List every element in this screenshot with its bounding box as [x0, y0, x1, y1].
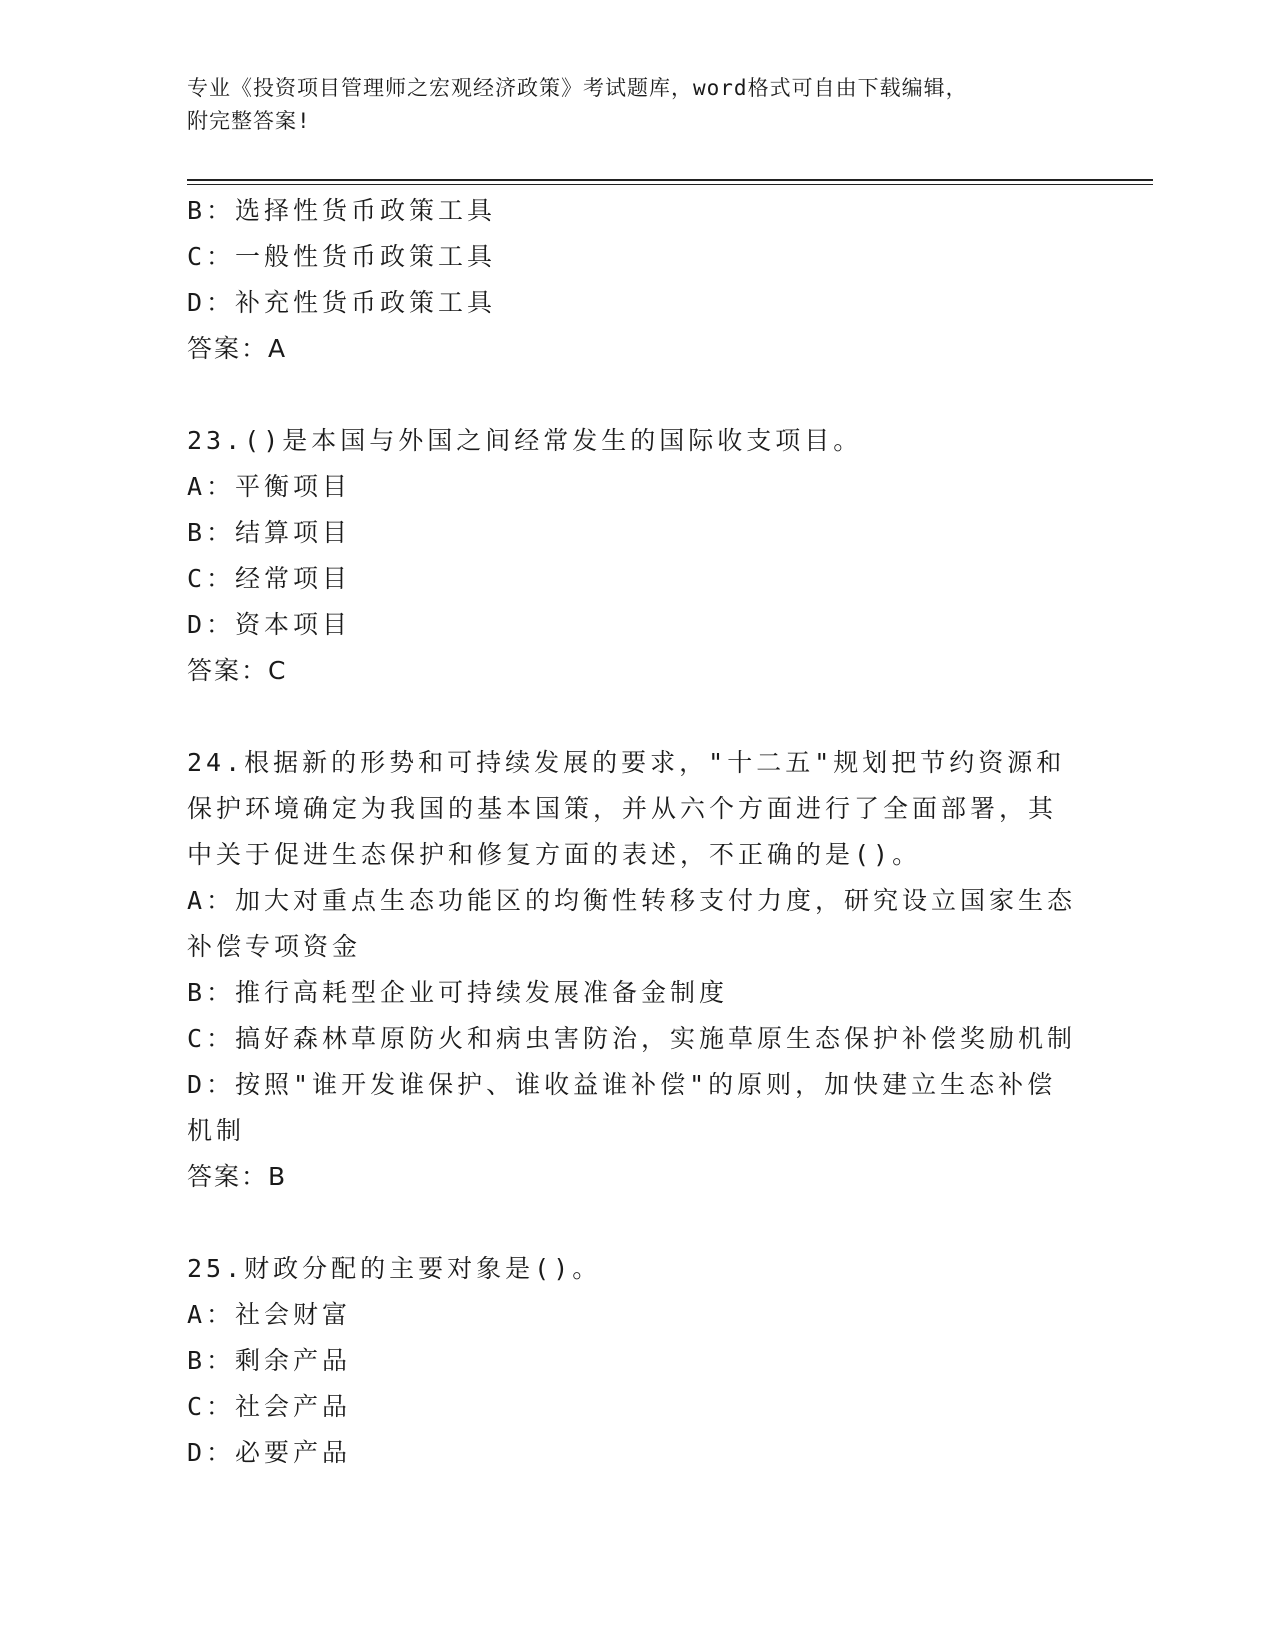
option-a: A：加大对重点生态功能区的均衡性转移支付力度，研究设立国家生态补偿专项资金 [187, 886, 1077, 961]
option-d: D：资本项目 [187, 610, 352, 639]
option-d: D：补充性货币政策工具 [187, 288, 497, 317]
document-header [187, 72, 1067, 138]
question-text: 25.财政分配的主要对象是()。 [187, 1254, 602, 1283]
option-c: C：搞好森林草原防火和病虫害防治，实施草原生态保护补偿奖励机制 [187, 1024, 1077, 1053]
question-list [187, 188, 1077, 1476]
answer-line: 答案：B [187, 1162, 288, 1191]
option-d: D：必要产品 [187, 1438, 352, 1467]
question-22-block [187, 188, 1077, 372]
header-divider-thick [187, 179, 1153, 181]
option-c: C：经常项目 [187, 564, 352, 593]
question-text: 23.()是本国与外国之间经常发生的国际收支项目。 [187, 426, 863, 455]
question-24-block [187, 740, 1077, 1200]
option-c: C：一般性货币政策工具 [187, 242, 497, 271]
spacer [187, 372, 1077, 418]
header-divider-thin [187, 184, 1153, 185]
option-b: B：推行高耗型企业可持续发展准备金制度 [187, 978, 729, 1007]
option-d: D：按照"谁开发谁保护、谁收益谁补偿"的原则，加快建立生态补偿机制 [187, 1070, 1057, 1145]
question-25-block [187, 1246, 1077, 1476]
answer-line: 答案：C [187, 656, 288, 685]
option-a: A：社会财富 [187, 1300, 352, 1329]
option-b: B：选择性货币政策工具 [187, 196, 497, 225]
question-text: 24.根据新的形势和可持续发展的要求，"十二五"规划把节约资源和保护环境确定为我国的基本国策，并从六个方面进行了全面部署，其中关于促进生态保护和修复方面的表述，不正确的是()。 [187, 748, 1066, 869]
option-c: C：社会产品 [187, 1392, 352, 1421]
option-b: B：结算项目 [187, 518, 352, 547]
option-a: A：平衡项目 [187, 472, 352, 501]
header-line-1: 专业《投资项目管理师之宏观经济政策》考试题库，word格式可自由下载编辑， [187, 76, 968, 100]
option-b: B：剩余产品 [187, 1346, 352, 1375]
spacer [187, 694, 1077, 740]
spacer [187, 1200, 1077, 1246]
answer-line: 答案：A [187, 334, 288, 363]
header-line-2: 附完整答案! [187, 109, 311, 133]
question-23-block [187, 418, 1077, 694]
